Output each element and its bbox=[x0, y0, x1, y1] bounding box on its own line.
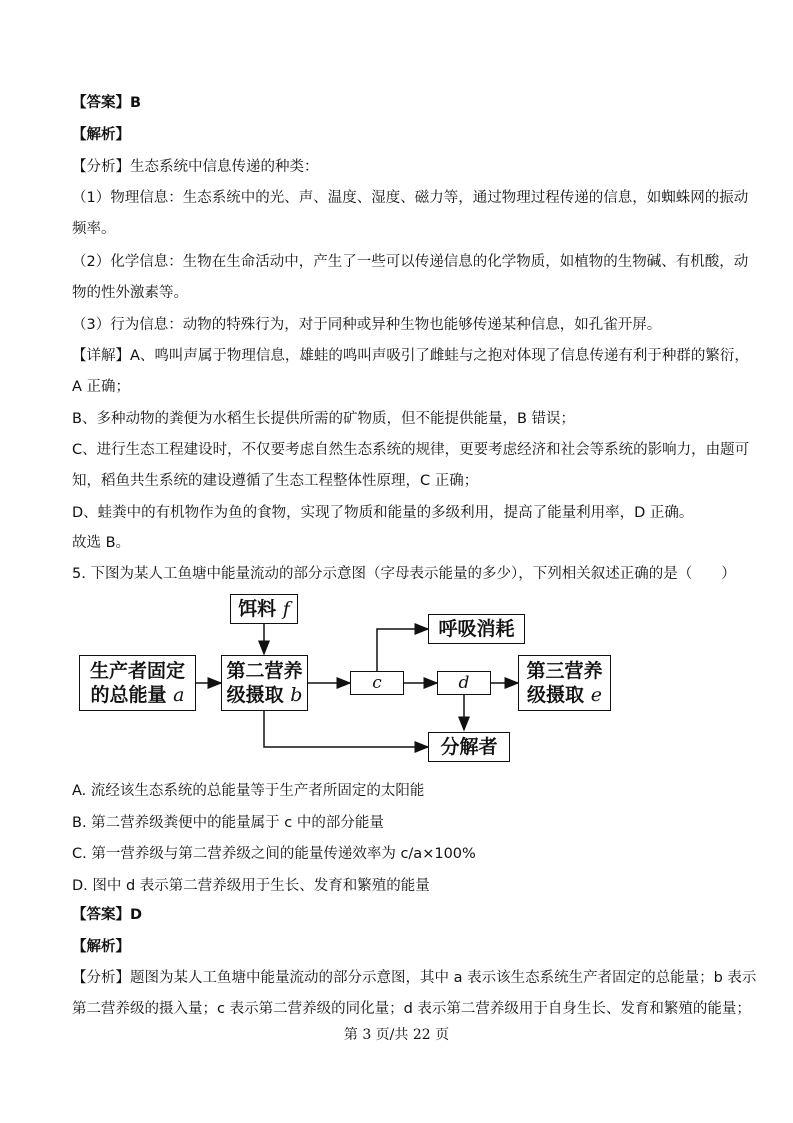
answer-label: 【答案】D bbox=[72, 907, 143, 923]
page-footer: 第 3 页/共 22 页 bbox=[343, 1027, 450, 1043]
detail-line: D、蛙粪中的有机物作为鱼的食物，实现了物质和能量的多级利用，提高了能量利用率，D 正确。 bbox=[72, 505, 694, 521]
analysis-line: （1）物理信息：生态系统中的光、声、温度、湿度、磁力等，通过物理过程传递的信息，如蜘蛛网的振动 bbox=[72, 190, 749, 206]
feed-var: f bbox=[282, 598, 290, 620]
analysis-line: 物的性外激素等。 bbox=[72, 285, 188, 301]
feed-label: 饵料 bbox=[238, 598, 277, 620]
decomposer-box: 分解者 bbox=[428, 732, 510, 762]
analysis-heading: 【解析】 bbox=[72, 939, 130, 955]
second-line2: 级摄取 bbox=[226, 684, 284, 706]
arrow-c-to-respiration bbox=[377, 629, 428, 671]
third-line2: 级摄取 bbox=[527, 684, 585, 706]
producer-var: a bbox=[173, 684, 185, 706]
analysis-line: 【分析】题图为某人工鱼塘中能量流动的部分示意图，其中 a 表示该生态系统生产者固定的总能量；b 表示 bbox=[72, 970, 757, 986]
option-c: C. 第一营养级与第二营养级之间的能量传递效率为 c/a×100% bbox=[72, 846, 476, 862]
analysis-line: 第二营养级的摄入量；c 表示第二营养级的同化量；d 表示第二营养级用于自身生长、发育和繁殖的能量； bbox=[72, 1001, 751, 1017]
third-line1: 第三营养 bbox=[526, 660, 603, 682]
producer-line1: 生产者固定 bbox=[89, 660, 185, 682]
feed-box bbox=[230, 594, 298, 624]
detail-line: A 正确； bbox=[72, 379, 131, 395]
respiration-box: 呼吸消耗 bbox=[428, 614, 525, 644]
d-box: d bbox=[437, 671, 491, 695]
analysis-line: （3）行为信息：动物的特殊行为，对于同种或异种生物也能够传递某种信息，如孔雀开屏。 bbox=[72, 317, 662, 333]
producer-line2: 的总能量 bbox=[90, 684, 167, 706]
second-line1: 第二营养 bbox=[226, 660, 303, 682]
detail-line: 【详解】A、鸣叫声属于物理信息，雄蛙的鸣叫声吸引了雌蛙与之抱对体现了信息传递有利于种群的繁衍， bbox=[72, 348, 749, 364]
detail-line: 知，稻鱼共生系统的建设遵循了生态工程整体性原理，C 正确； bbox=[72, 473, 479, 489]
detail-line: C、进行生态工程建设时，不仅要考虑自然生态系统的规律，更要考虑经济和社会等系统的影响力，由题可 bbox=[72, 442, 750, 458]
answer-label: 【答案】B bbox=[72, 95, 142, 111]
analysis-line: （2）化学信息：生物在生命活动中，产生了一些可以传递信息的化学物质，如植物的生物碱、有机酸，动 bbox=[72, 254, 749, 270]
c-box: c bbox=[350, 671, 404, 695]
conclusion-line: 故选 B。 bbox=[72, 535, 131, 551]
analysis-line: 频率。 bbox=[72, 221, 116, 237]
question-stem: 5. 下图为某人工鱼塘中能量流动的部分示意图（字母表示能量的多少），下列相关叙述正确的是（ ） bbox=[72, 566, 736, 582]
analysis-line: 【分析】生态系统中信息传递的种类： bbox=[72, 159, 319, 175]
producer-box bbox=[79, 655, 196, 711]
second-level-box bbox=[221, 655, 308, 711]
second-var: b bbox=[290, 684, 303, 706]
detail-line: B、多种动物的粪便为水稻生长提供所需的矿物质，但不能提供能量，B 错误； bbox=[72, 411, 576, 427]
analysis-heading: 【解析】 bbox=[72, 127, 130, 143]
option-a: A. 流经该生态系统的总能量等于生产者所固定的太阳能 bbox=[72, 783, 425, 799]
option-d: D. 图中 d 表示第二营养级用于生长、发育和繁殖的能量 bbox=[72, 878, 430, 894]
third-level-box bbox=[518, 655, 611, 711]
option-b: B. 第二营养级粪便中的能量属于 c 中的部分能量 bbox=[72, 815, 384, 831]
third-var: e bbox=[590, 684, 602, 706]
arrow-second-to-decomposer bbox=[264, 708, 428, 747]
